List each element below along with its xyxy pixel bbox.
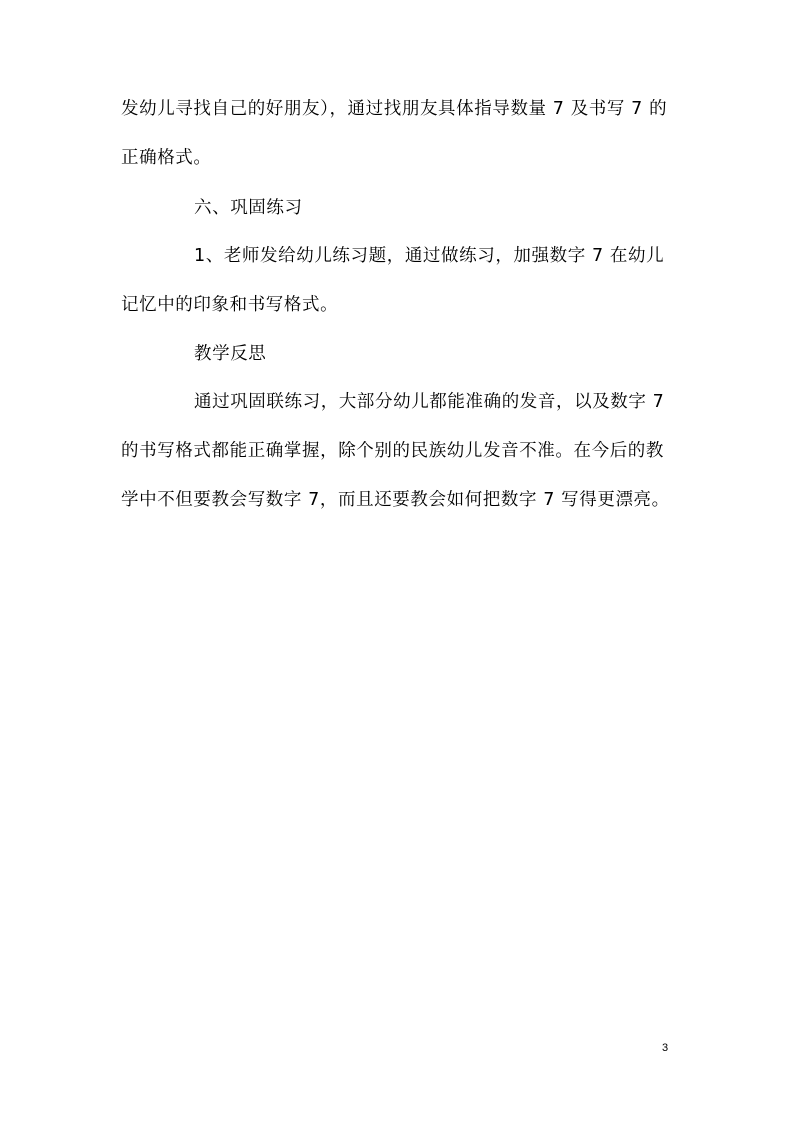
paragraph-line-1: 发幼儿寻找自己的好朋友），通过找朋友具体指导数量 7 及书写 7 的 bbox=[121, 99, 668, 119]
paragraph-line-4: 记忆中的印象和书写格式。 bbox=[121, 295, 339, 315]
paragraph-line-5: 通过巩固联练习，大部分幼儿都能准确的发音，以及数字 7 bbox=[194, 392, 665, 412]
paragraph-line-6: 的书写格式都能正确掌握，除个别的民族幼儿发音不准。在今后的教 bbox=[121, 441, 664, 461]
section-heading-consolidation-practice: 六、巩固练习 bbox=[194, 198, 303, 218]
paragraph-line-3: 1、老师发给幼儿练习题，通过做练习，加强数字 7 在幼儿 bbox=[194, 246, 665, 266]
paragraph-line-2: 正确格式。 bbox=[121, 148, 212, 168]
section-heading-teaching-reflection: 教学反思 bbox=[194, 344, 267, 364]
page-number: 3 bbox=[662, 1042, 669, 1054]
paragraph-line-7: 学中不但要教会写数字 7，而且还要教会如何把数字 7 写得更漂亮。 bbox=[121, 490, 670, 510]
